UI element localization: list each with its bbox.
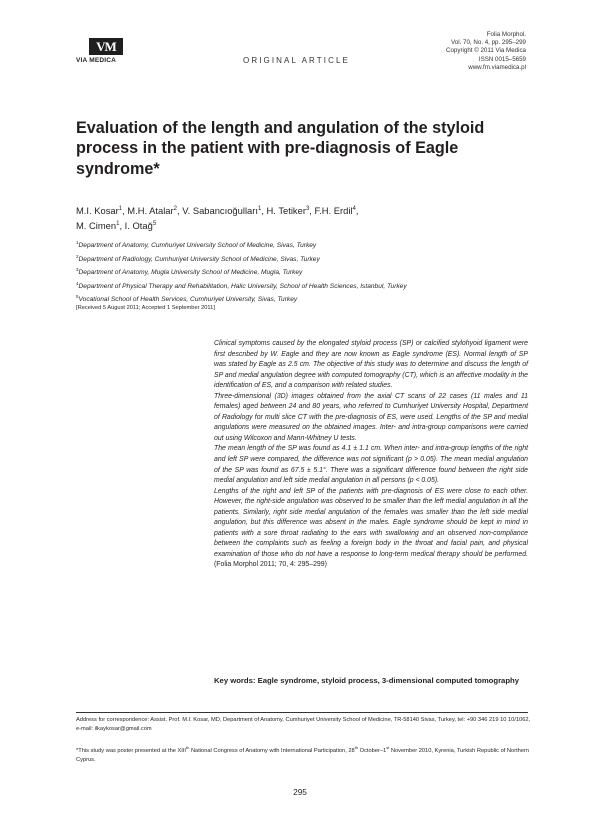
- author-list: M.I. Kosar$^1$, M.H. Atalar$^2$, V. Sabancıoğulları$^1$, H. Tetiker$^3$, F.H. Erdil$^4$, M. Cimen$^1$, I. Otağ$^5$: [76, 205, 359, 231]
- journal-url[interactable]: www.fm.viamedica.pl: [468, 63, 526, 71]
- page-number: 295: [293, 787, 307, 797]
- section-label: ORIGINAL ARTICLE: [243, 56, 350, 65]
- keywords: Key words: Eagle syndrome, styloid process, 3-dimensional computed tomography: [214, 676, 520, 685]
- footnote-text: National Congress of Anatomy with International Participation, 28: [189, 747, 355, 754]
- journal-info: [446, 31, 526, 72]
- footnote-sup: th: [186, 745, 190, 750]
- author-name: F.H. Erdil: [314, 205, 353, 217]
- footnote-sup: th: [354, 745, 359, 750]
- citation: (Folia Morphol 2011; 70, 4: 295–299): [214, 561, 327, 569]
- affiliation-item: [76, 252, 536, 266]
- author-affiliation-ref: 1: [116, 220, 120, 227]
- journal-line: Copyright © 2011 Via Medica: [446, 47, 526, 55]
- affiliation-text: Department of Physical Therapy and Rehabilitation, Halic University, School of Health Sciences, Istanbul, Turkey: [78, 282, 407, 290]
- author-affiliation-ref: 1: [257, 206, 262, 212]
- affiliation-text: Department of Anatomy, Cumhuriyet University School of Medicine, Sivas, Turkey: [78, 242, 317, 250]
- author-name: I. Otağ: [124, 219, 153, 231]
- footnote-divider: [76, 712, 528, 713]
- correspondence-footnote: Address for correspondence: Assist. Prof. M.I. Kosar, MD, Department of Anatomy, Cumhuriyet University School of Medicine, TR-58140 Sivas, Turkey, tel: +90 346 219 10 10/1062, e-mail: ilkaykosar@gmail.com: [76, 717, 531, 732]
- abstract-paragraph-text: Lengths of the right and left SP of the patients with pre-diagnosis of ES were close to each other. However, the right-side angulation was observed to be smaller than the left medial angulation in all the patients. Similarly, right side medial angulation of the females was smaller than the left side medial angulation, but this difference was absent in the males. Eagle syndrome should be kept in mind in patients with a sore throat radiating to the ears with swallowing and an observed non-compliance between the complaints such as feeling a foreign body in the throat and facial pain, and physical examination of those who do not have a response to long-term medical therapy should be performed.: [214, 487, 528, 558]
- article-title: Evaluation of the length and angulation of the styloid process in the patient with pre-diagnosis of Eagle syndrome*: [76, 119, 485, 178]
- abstract: [214, 339, 528, 571]
- affiliation-number: 1: [76, 240, 79, 245]
- footnote-text: October–1: [358, 747, 387, 754]
- footnote-text: *This study was poster presented at the XIII: [76, 747, 187, 754]
- affiliation-item: [76, 279, 536, 293]
- affiliation-number: 2: [76, 253, 79, 259]
- affiliation-item: [76, 265, 536, 279]
- author-name: V. Sabancıoğulları: [182, 205, 258, 217]
- abstract-paragraph: The mean length of the SP was found as 4.1 ± 1.1 cm. When inter- and intra-group lengths of the right and left SP were compared, the difference was not significant (p > 0.05). The mean medial angulation of the SP was found as 67.5 ± 5.1°. There was a significant difference found between the right side medial angulation and left side medial angulation in all persons (p < 0.05).: [214, 445, 528, 485]
- journal-line: Vol. 70, No. 4, pp. 295–299: [451, 39, 526, 47]
- affiliation-number: 3: [76, 267, 79, 273]
- via-medica-logo: [76, 38, 138, 64]
- poster-footnote: [76, 743, 532, 765]
- affiliation-item: [76, 292, 536, 306]
- affiliation-item: [76, 238, 536, 252]
- abstract-paragraph: Clinical symptoms caused by the elongated styloid process (SP) or calcified stylohyoid ligament were first described by W. Eagle and they are now known as Eagle syndrome (ES). Normal length of SP was stated by Eagle as 2.5 cm. The objective of this study was to determine and discuss the length of SP and medial angulation degree with computed tomography (CT), which is an affective modality in the identification of ES, and a comparison with related studies.: [214, 340, 528, 390]
- logo-text: VIA MEDICA: [76, 57, 117, 64]
- author-affiliation-ref: 4: [352, 206, 356, 212]
- author-name: H. Tetiker: [266, 205, 306, 217]
- author-affiliation-ref: 5: [152, 220, 157, 227]
- affiliation-text: Department of Radiology, Cumhuriyet University School of Medicine, Sivas, Turkey: [78, 255, 320, 263]
- affiliations: [76, 238, 536, 306]
- author-name: M. Cimen: [76, 219, 117, 231]
- journal-line: ISSN 0015–5659: [478, 55, 526, 63]
- abstract-paragraph: Three-dimensional (3D) images obtained from the axial CT scans of 22 cases (11 males and 11 females) aged between 24 and 80 years, who referred to Cumhuriyet University Hospital, Department of Radiology for multi slice CT with the pre-diagnosis of ES, were used. Lengths of the SP and medial angulations were measured on the obtained images. Inter- and intra-group comparisons were carried out using Wilcoxon and Mann-Whitney U tests.: [214, 392, 528, 442]
- author-affiliation-ref: 3: [305, 206, 310, 212]
- affiliation-number: 4: [76, 280, 79, 286]
- footnote-text: November 2010, Kyrenia, Turkish Republic of Northern Cyprus.: [76, 747, 530, 763]
- author-affiliation-ref: 2: [173, 206, 177, 212]
- author-name: M.I. Kosar: [76, 205, 119, 217]
- affiliation-text: Vocational School of Health Services, Cumhuriyet University, Sivas, Turkey: [78, 296, 298, 304]
- abstract-paragraph: [214, 487, 528, 571]
- received-accepted-dates: [Received 5 August 2011; Accepted 1 September 2011]: [76, 305, 215, 311]
- author-affiliation-ref: 1: [118, 206, 123, 212]
- vm-logo-mark: VM: [89, 38, 123, 55]
- author-name: M.H. Atalar: [127, 205, 174, 217]
- footnote-sup: st: [386, 745, 390, 750]
- affiliation-text: Department of Anatomy, Mugla University School of Medicine, Mugla, Turkey: [78, 269, 303, 277]
- affiliation-number: 5: [76, 294, 79, 300]
- journal-line: Folia Morphol.: [486, 31, 526, 38]
